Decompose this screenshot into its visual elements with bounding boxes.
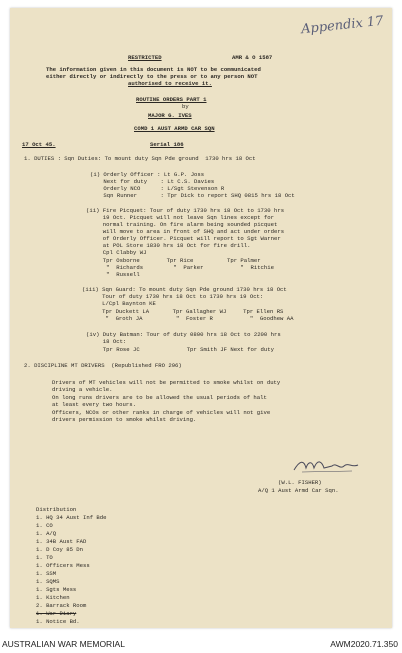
distribution-item: 1. Kitchen xyxy=(36,594,70,601)
duty-line: Cpl Clabby WJ xyxy=(86,249,147,256)
handwritten-signature xyxy=(292,456,362,476)
duty-line: Tour of duty 1730 hrs 18 Oct to 1730 hrs 19 Oct: xyxy=(82,293,264,300)
signatory-name: (W.L. FISHER) xyxy=(278,479,322,486)
duty-line: Tpr Rose JC Tpr Smith JF Next for duty xyxy=(86,346,274,353)
distribution-item: 1. SSM xyxy=(36,570,57,577)
archive-reference: AWM2020.71.350 xyxy=(330,639,398,649)
major-name: MAJOR G. IVES xyxy=(148,112,192,119)
orders-title: ROUTINE ORDERS PART 1 xyxy=(136,96,207,103)
duty-line: of Orderly Officer. Picquet will report to Sgt Warner xyxy=(86,235,281,242)
distribution-item: 1. SQMS xyxy=(36,578,60,585)
discipline-line: at least every two hours. xyxy=(52,401,136,408)
duty-line: Tpr Osborne Tpr Rice Tpr Palmer xyxy=(86,257,261,264)
duty-line: " Groth JA " Foster R " Goodhew AA xyxy=(82,315,294,322)
duty-line: (ii) Fire Picquet: Tour of duty 1730 hrs 18 Oct to 1730 hrs xyxy=(86,207,285,214)
duty-line: Orderly NCO : L/Sgt Stevenson R xyxy=(90,185,225,192)
archive-name: AUSTRALIAN WAR MEMORIAL xyxy=(2,639,125,649)
distribution-item: 1. Officers Mess xyxy=(36,562,90,569)
duty-line: L/Cpl Baynton KE xyxy=(82,300,156,307)
amr-reference: AMR & O 1587 xyxy=(232,54,273,61)
distribution-item: 1. War Diary xyxy=(36,610,77,617)
order-serial: Serial 186 xyxy=(150,141,184,148)
discipline-line: Officers, NCOs or other ranks in charge of vehicles will not give xyxy=(52,409,271,416)
order-date: 17 Oct 45. xyxy=(22,141,56,148)
notice-line-1: The information given in this document is NOT to be communicated xyxy=(46,66,261,73)
duty-line: " Russell xyxy=(86,271,140,278)
distribution-item: 1. HQ 34 Aust Inf Bde xyxy=(36,514,107,521)
handwritten-appendix-note: Appendix 17 xyxy=(300,13,385,38)
discipline-line: Drivers of MT vehicles will not be permitted to smoke whilst on duty xyxy=(52,379,281,386)
command-name: COMD 1 AUST ARMD CAR SQN xyxy=(134,125,215,132)
distribution-item: 2. Barrack Room xyxy=(36,602,87,609)
discipline-heading: 2. DISCIPLINE MT DRIVERS (Republished FRO 296) xyxy=(24,362,182,369)
discipline-line: driving a vehicle. xyxy=(52,386,113,393)
distribution-item: 1. Notice Bd. xyxy=(36,618,80,625)
duty-line: Next for duty : Lt C.S. Davies xyxy=(90,178,215,185)
duty-line: Sqn Runner : Tpr Dick to report SHQ 0815 hrs 18 Oct xyxy=(90,192,295,199)
duty-line: 18 Oct: xyxy=(86,338,127,345)
document-sheet xyxy=(10,8,392,628)
duty-line: " Richards " Parker " Ritchie xyxy=(86,264,274,271)
distribution-item: 1. CO xyxy=(36,522,53,529)
duty-line: at POL Store 1830 hrs 18 Oct for fire drill. xyxy=(86,242,251,249)
duties-heading: 1. DUTIES : Sqn Duties: To mount duty Sqn Pde ground 1730 hrs 18 Oct xyxy=(24,155,256,162)
duty-line: 19 Oct. Picquet will not leave Sqn lines except for xyxy=(86,214,274,221)
discipline-line: drivers permission to smoke whilst driving. xyxy=(52,416,197,423)
distribution-item: 1. Sgts Mess xyxy=(36,586,77,593)
distribution-item: 1. A/Q xyxy=(36,530,57,537)
duty-line: will move to area in front of SHQ and act under orders xyxy=(86,228,285,235)
signatory-role: A/Q 1 Aust Armd Car Sqn. xyxy=(258,487,339,494)
distribution-item: 1. TO xyxy=(36,554,53,561)
distribution-item: 1. 34B Aust FAD xyxy=(36,538,87,545)
duty-line: (iii) Sqn Guard: To mount duty Sqn Pde ground 1730 hrs 18 Oct xyxy=(82,286,287,293)
distribution-heading: Distribution xyxy=(36,506,77,513)
duty-line: Tpr Duckett LA Tpr Gallagher WJ Tpr Ellen RS xyxy=(82,308,284,315)
archive-footer xyxy=(0,636,402,653)
notice-line-3: authorised to receive it. xyxy=(128,80,212,87)
notice-line-2: either directly or indirectly to the press or to any person NOT xyxy=(46,73,258,80)
restricted-label: RESTRICTED xyxy=(128,54,162,61)
orders-by: by xyxy=(182,103,189,110)
duty-line: normal training. On fire alarm being sounded picquet xyxy=(86,221,278,228)
distribution-item: 1. D Coy 85 Dn xyxy=(36,546,83,553)
discipline-line: On long runs drivers are to be allowed the usual periods of halt xyxy=(52,394,267,401)
duty-line: (i) Orderly Officer : Lt G.P. Joss xyxy=(90,171,205,178)
duty-line: (iv) Duty Batman: Tour of duty 0800 hrs 18 Oct to 2200 hrs xyxy=(86,331,281,338)
